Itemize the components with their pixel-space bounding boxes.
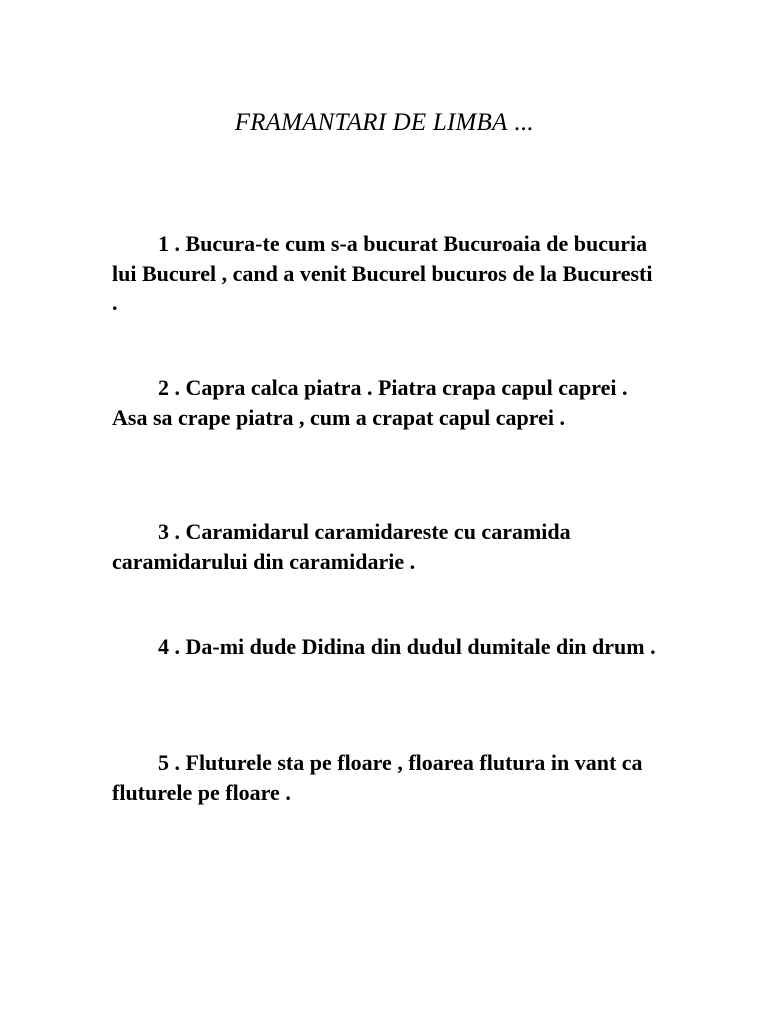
- tongue-twister-5: 5 . Fluturele sta pe floare , floarea flutura in vant ca fluturele pe floare .: [112, 750, 643, 805]
- tongue-twister-3: 3 . Caramidarul caramidareste cu caramida caramidarului din caramidarie .: [112, 519, 571, 574]
- page-title: [0, 109, 768, 137]
- tongue-twister-2: 2 . Capra calca piatra . Piatra crapa capul caprei . Asa sa crape piatra , cum a crapat capul caprei .: [112, 375, 628, 430]
- tongue-twister-4: 4 . Da-mi dude Didina din dudul dumitale din drum .: [158, 634, 656, 659]
- title-ellipsis: ...: [507, 108, 534, 136]
- title-text: FRAMANTARI DE LIMBA: [234, 108, 508, 136]
- tongue-twister-1: 1 . Bucura-te cum s-a bucurat Bucuroaia de bucuria lui Bucurel , cand a venit Bucurel bucuros de la Bucuresti .: [112, 231, 653, 315]
